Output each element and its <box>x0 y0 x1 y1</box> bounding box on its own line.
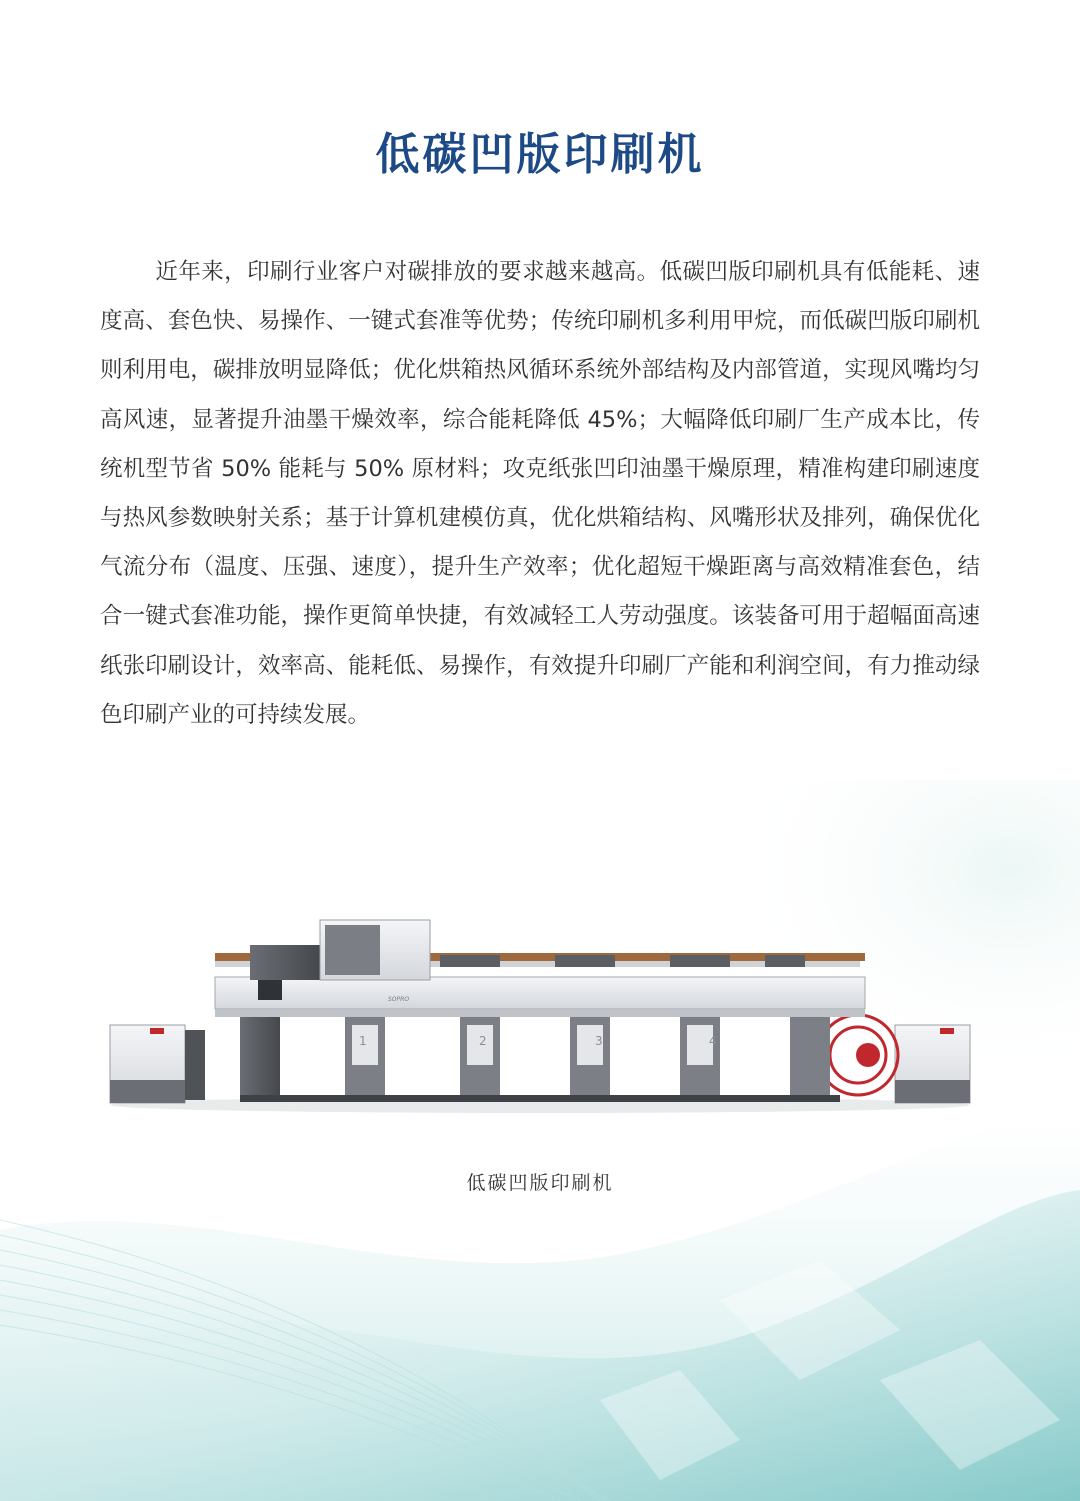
print-unit-2 <box>460 1017 500 1102</box>
unit-number-2: 2 <box>479 1034 487 1048</box>
page-title: 低碳凹版印刷机 <box>375 129 705 180</box>
printing-machine-image <box>100 905 980 1115</box>
unit-number-1: 1 <box>359 1034 367 1048</box>
unit-number-4: 4 <box>709 1034 717 1048</box>
unit-number-3: 3 <box>595 1034 603 1048</box>
print-unit-3 <box>570 1017 610 1102</box>
brand-mark: SOPRO <box>388 996 410 1003</box>
body-text: 近年来，印刷行业客户对碳排放的要求越来越高。低碳凹版印刷机具有低能耗、速度高、套色快、易操作、一键式套准等优势；传统印刷机多利用甲烷，而低碳凹版印刷机则利用电，碳排放明显降低；优化烘箱热风循环系统外部结构及内部管道，实现风嘴均匀高风速，显著提升油墨干燥效率，综合能耗降低 45%；大幅降低印刷厂生产成本比，传统机型节省 50% 能耗与 50% 原材料；攻克纸张凹印油墨干燥原理，精准构建印刷速度与热风参数映射关系；基于计算机建模仿真，优化烘箱结构、风嘴形状及排列，确保优化气流分布（温度、压强、速度），提升生产效率；优化超短干燥距离与高效精准套色，结合一键式套准功能，操作更简单快捷，有效减轻工人劳动强度。该装备可用于超幅面高速纸张印刷设计，效率高、能耗低、易操作，有效提升印刷厂产能和利润空间，有力推动绿色印刷产业的可持续发展。 <box>100 259 980 728</box>
image-caption: 低碳凹版印刷机 <box>466 1172 614 1194</box>
body-paragraph <box>100 248 980 740</box>
print-unit-1 <box>240 1017 385 1102</box>
print-unit-4 <box>680 1017 720 1102</box>
